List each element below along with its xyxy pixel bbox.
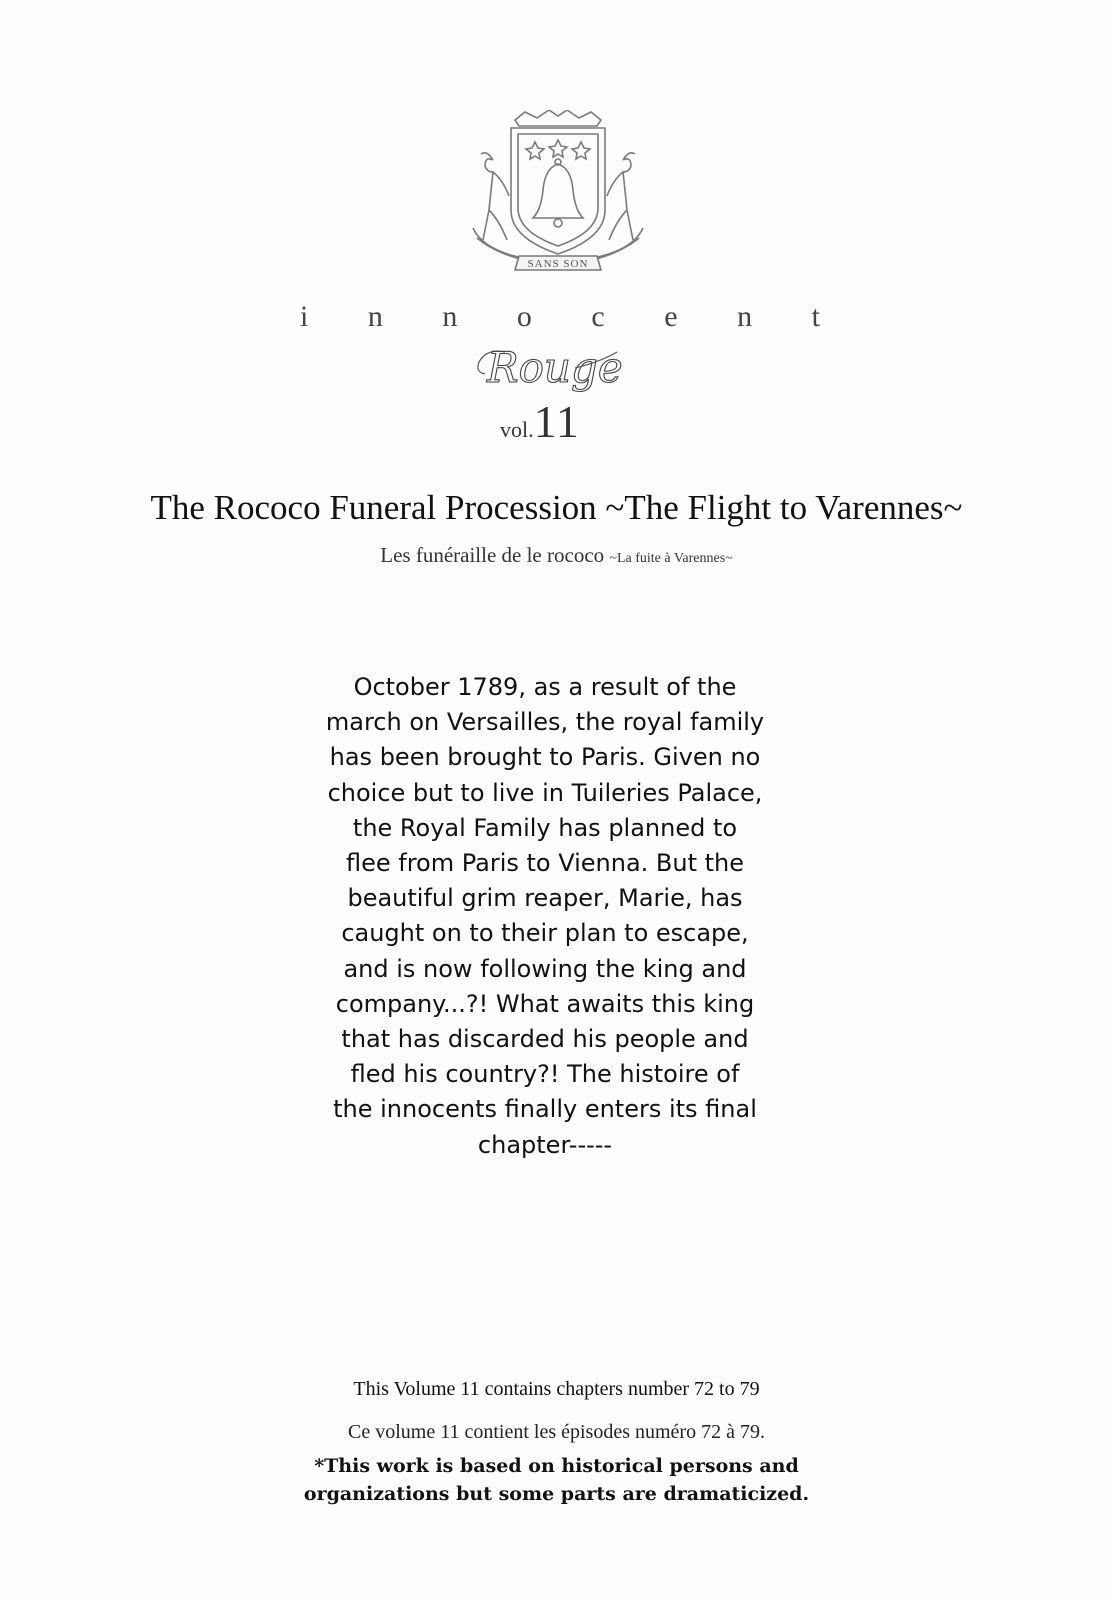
synopsis-line: fled his country?! The histoire of <box>350 1060 740 1089</box>
series-letter: c <box>591 300 605 333</box>
series-letter: i <box>300 300 309 333</box>
series-letter: n <box>367 300 383 333</box>
disclaimer-note <box>0 1452 1113 1508</box>
volume-prefix: vol. <box>500 417 534 442</box>
coat-of-arms-crest <box>463 110 653 280</box>
synopsis-line: the innocents finally enters its final <box>333 1095 757 1124</box>
chapter-subtitle-french <box>0 543 1113 568</box>
chapters-info-english: This Volume 11 contains chapters number 72 to 79 <box>353 1378 760 1400</box>
rouge-script-logo <box>465 338 635 400</box>
series-letter: o <box>516 300 532 333</box>
series-letter: t <box>811 300 820 333</box>
synopsis-line: flee from Paris to Vienna. But the <box>345 849 745 878</box>
synopsis-line: choice but to live in Tuileries Palace, <box>327 778 763 807</box>
series-letter: e <box>664 300 678 333</box>
series-letter: n <box>442 300 458 333</box>
synopsis-text <box>300 670 790 1163</box>
series-title-letters <box>300 300 820 334</box>
series-letter: n <box>737 300 753 333</box>
volume-number: 11 <box>533 396 580 447</box>
synopsis-line: chapter----- <box>477 1130 613 1159</box>
synopsis-line: the Royal Family has planned to <box>352 813 738 842</box>
crest-motto: SANS SON <box>527 258 589 270</box>
synopsis-line: that has discarded his people and <box>341 1025 749 1054</box>
synopsis-line: caught on to their plan to escape, <box>341 919 749 948</box>
chapter-title: The Rococo Funeral Procession ~The Flight to Varennes~ <box>150 488 963 527</box>
synopsis-line: has been brought to Paris. Given no <box>329 743 761 772</box>
synopsis-line: beautiful grim reaper, Marie, has <box>347 884 743 913</box>
disclaimer-line: organizations but some parts are dramaticized. <box>303 1483 810 1505</box>
synopsis-line: and is now following the king and <box>343 954 747 983</box>
chapters-info-french: Ce volume 11 contient les épisodes numéro 72 à 79. <box>348 1421 765 1443</box>
subtitle-main: Les funéraille de le rococo <box>380 543 610 567</box>
synopsis-line: October 1789, as a result of the <box>353 673 737 701</box>
volume-label <box>500 395 640 445</box>
synopsis-line: march on Versailles, the royal family <box>325 708 765 737</box>
synopsis-line: company...?! What awaits this king <box>335 989 755 1018</box>
rouge-script-text: Rouge <box>487 343 623 392</box>
subtitle-small: ~La fuite à Varennes~ <box>609 551 733 566</box>
disclaimer-line: *This work is based on historical persons and <box>314 1455 799 1477</box>
